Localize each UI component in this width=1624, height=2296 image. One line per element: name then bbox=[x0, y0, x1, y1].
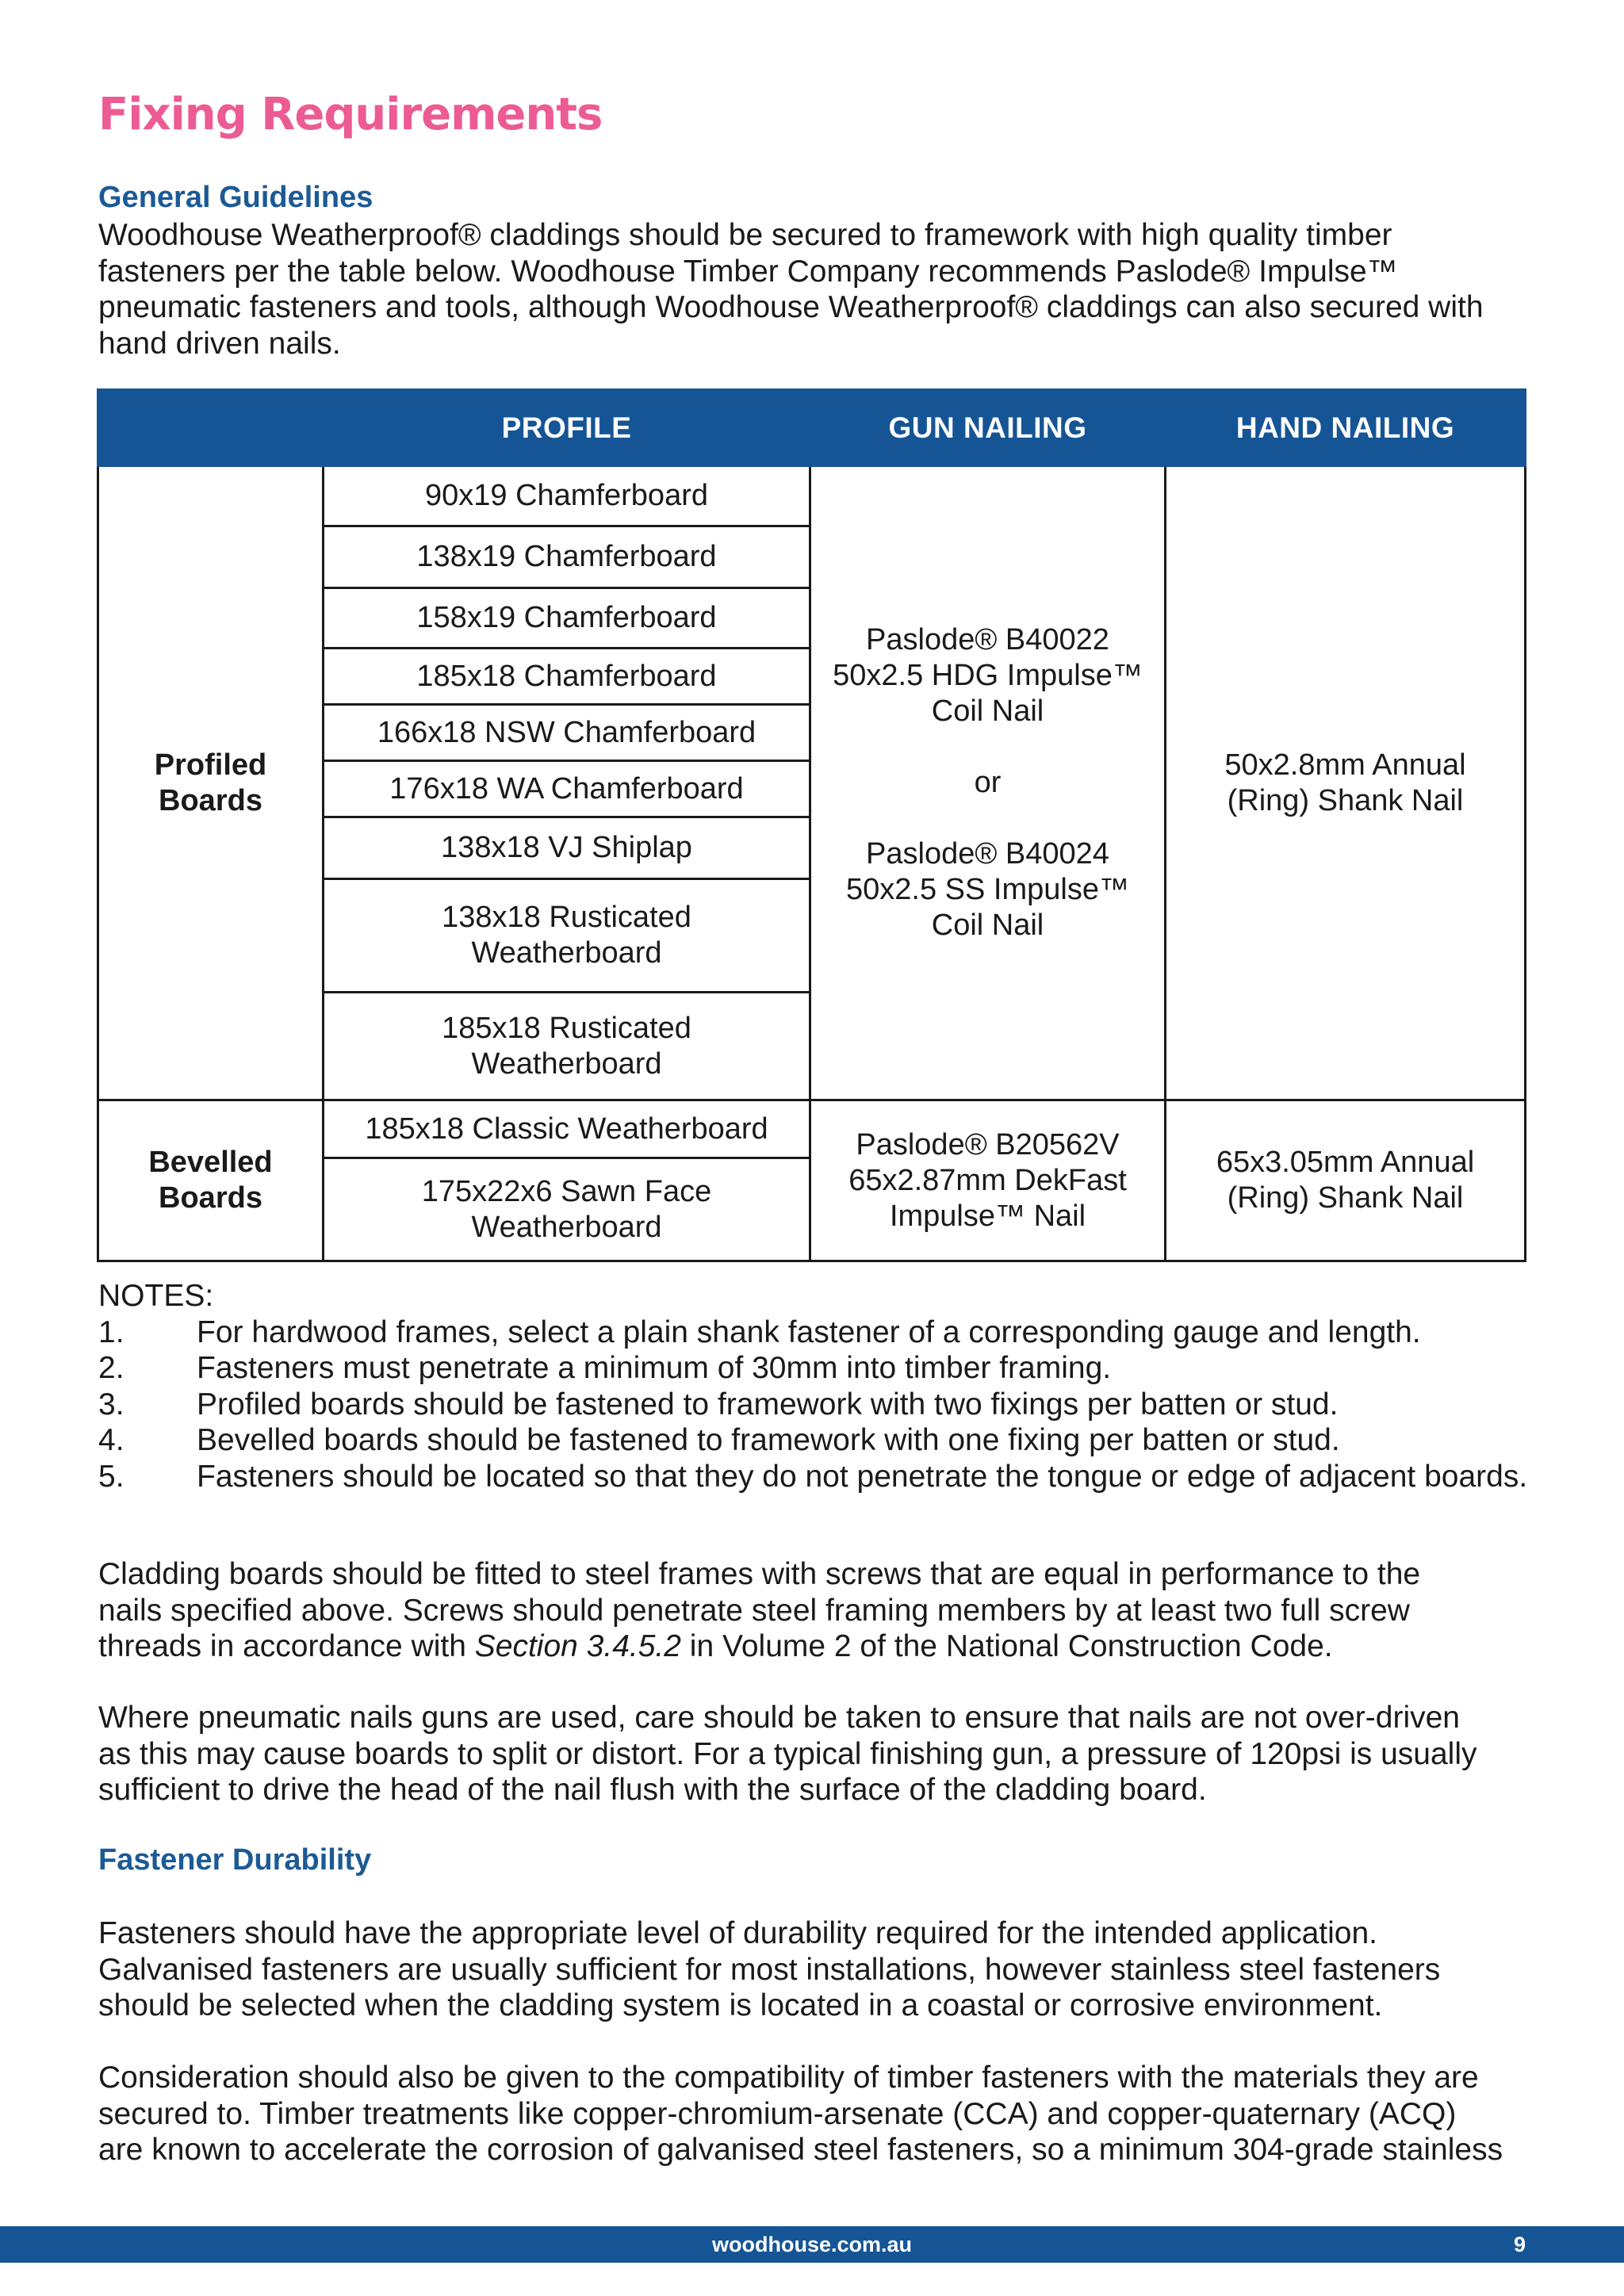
durability-paragraph-1 bbox=[98, 1915, 1534, 2024]
profile-line: 138x18 Rusticated bbox=[442, 901, 691, 934]
pneumatic-line: as this may cause boards to split or distort. For a typical finishing gun, a pressure of 120psi is usually bbox=[98, 1736, 1477, 1771]
header-gun-nailing: GUN NAILING bbox=[810, 390, 1166, 466]
profile-cell: 138x19 Chamferboard bbox=[324, 526, 810, 588]
gun-line: 65x2.87mm DekFast bbox=[848, 1163, 1127, 1197]
profile-line: 185x18 Rusticated bbox=[442, 1011, 691, 1045]
note-number: 5. bbox=[98, 1459, 124, 1494]
general-guidelines-heading: General Guidelines bbox=[98, 181, 373, 214]
pneumatic-line: Where pneumatic nails guns are used, care should be taken to ensure that nails are not over-driven bbox=[98, 1701, 1460, 1735]
notes-list bbox=[98, 1278, 1534, 1494]
steel-text: in Volume 2 of the National Construction Code. bbox=[680, 1629, 1333, 1663]
profile-cell bbox=[324, 879, 810, 993]
durability-line: secured to. Timber treatments like copper-chromium-arsenate (CCA) and copper-quaternary (ACQ) bbox=[98, 2096, 1457, 2131]
gun-line: Coil Nail bbox=[931, 909, 1044, 942]
note-text: Fasteners should be located so that they do not penetrate the tongue or edge of adjacent boards. bbox=[197, 1459, 1528, 1494]
fastener-durability-heading: Fastener Durability bbox=[98, 1843, 372, 1877]
header-profile: PROFILE bbox=[324, 390, 810, 466]
table-header-row bbox=[98, 390, 1526, 466]
gun-line: Paslode® B40022 bbox=[866, 623, 1109, 656]
gun-line-spacer bbox=[822, 801, 1153, 836]
group-bevelled-boards bbox=[98, 1100, 324, 1261]
group-label-line: Boards bbox=[159, 783, 262, 817]
steel-line bbox=[98, 1628, 1534, 1665]
gun-line-spacer bbox=[822, 729, 1153, 765]
intro-line: Woodhouse Weatherproof® claddings should be secured to framework with high quality timber bbox=[98, 218, 1392, 252]
group-profiled-boards bbox=[98, 466, 324, 1100]
steel-frames-paragraph bbox=[98, 1556, 1534, 1665]
gun-line: 50x2.5 HDG Impulse™ bbox=[833, 659, 1143, 692]
gun-nailing-bevelled bbox=[810, 1100, 1166, 1261]
steel-line: nails specified above. Screws should penetrate steel framing members by at least two full screw bbox=[98, 1593, 1410, 1628]
profile-cell: 158x19 Chamferboard bbox=[324, 588, 810, 649]
profile-line: 175x22x6 Sawn Face bbox=[421, 1174, 712, 1208]
note-item bbox=[98, 1350, 1534, 1387]
intro-line: fasteners per the table below. Woodhouse Timber Company recommends Paslode® Impulse™ bbox=[98, 254, 1398, 289]
hand-line: (Ring) Shank Nail bbox=[1227, 1181, 1464, 1215]
profile-line: Weatherboard bbox=[471, 936, 662, 970]
durability-line: should be selected when the cladding system is located in a coastal or corrosive environment. bbox=[98, 1988, 1383, 2022]
note-number: 4. bbox=[98, 1423, 124, 1457]
intro-line: pneumatic fasteners and tools, although Woodhouse Weatherproof® claddings can also secured with bbox=[98, 290, 1484, 324]
profile-cell: 176x18 WA Chamferboard bbox=[324, 761, 810, 817]
gun-line: Coil Nail bbox=[931, 695, 1044, 728]
group-label-line: Bevelled bbox=[148, 1146, 273, 1179]
hand-line: 50x2.8mm Annual bbox=[1224, 748, 1466, 782]
footer-bar bbox=[0, 2226, 1624, 2263]
section-reference: Section 3.4.5.2 bbox=[474, 1629, 681, 1663]
footer-url[interactable]: woodhouse.com.au bbox=[711, 2233, 913, 2256]
durability-line: Galvanised fasteners are usually sufficient for most installations, however stainless steel fasteners bbox=[98, 1952, 1441, 1987]
note-text: Bevelled boards should be fastened to framework with one fixing per batten or stud. bbox=[197, 1423, 1340, 1457]
durability-line: Consideration should also be given to the compatibility of timber fasteners with the materials they are bbox=[98, 2061, 1479, 2095]
table-row bbox=[98, 1100, 1526, 1158]
profile-cell: 166x18 NSW Chamferboard bbox=[324, 705, 810, 761]
gun-line: 50x2.5 SS Impulse™ bbox=[846, 873, 1129, 906]
profile-cell: 138x18 VJ Shiplap bbox=[324, 817, 810, 879]
page-number: 9 bbox=[1513, 2233, 1526, 2256]
note-item bbox=[98, 1314, 1534, 1351]
notes-heading: NOTES: bbox=[98, 1279, 214, 1313]
profile-cell bbox=[324, 993, 810, 1100]
header-group bbox=[98, 390, 324, 466]
note-text: Profiled boards should be fastened to framework with two fixings per batten or stud. bbox=[197, 1387, 1339, 1422]
profile-cell: 185x18 Chamferboard bbox=[324, 649, 810, 705]
gun-line-or: or bbox=[974, 766, 1002, 799]
durability-line: are known to accelerate the corrosion of galvanised steel fasteners, so a minimum 304-grade stainless bbox=[98, 2133, 1503, 2167]
header-hand-nailing: HAND NAILING bbox=[1166, 390, 1526, 466]
durability-paragraph-2 bbox=[98, 2060, 1534, 2168]
note-number: 1. bbox=[98, 1314, 124, 1349]
note-item bbox=[98, 1422, 1534, 1459]
gun-nailing-profiled bbox=[810, 466, 1166, 1100]
table-row bbox=[98, 466, 1526, 526]
group-label-line: Profiled bbox=[154, 748, 267, 782]
fixing-table bbox=[97, 388, 1526, 1262]
profile-cell: 185x18 Classic Weatherboard bbox=[324, 1100, 810, 1158]
gun-line: Paslode® B40024 bbox=[866, 837, 1109, 871]
note-item bbox=[98, 1387, 1534, 1423]
note-number: 2. bbox=[98, 1351, 124, 1385]
profile-line: Weatherboard bbox=[471, 1047, 662, 1081]
hand-line: (Ring) Shank Nail bbox=[1227, 783, 1464, 817]
page-title: Fixing Requirements bbox=[98, 89, 603, 140]
steel-text: threads in accordance with bbox=[98, 1629, 475, 1663]
profile-cell: 90x19 Chamferboard bbox=[324, 466, 810, 526]
durability-line: Fasteners should have the appropriate level of durability required for the intended application. bbox=[98, 1916, 1378, 1950]
pneumatic-line: sufficient to drive the head of the nail flush with the surface of the cladding board. bbox=[98, 1773, 1207, 1807]
note-text: Fasteners must penetrate a minimum of 30mm into timber framing. bbox=[197, 1351, 1112, 1385]
steel-line: Cladding boards should be fitted to steel frames with screws that are equal in performance to the bbox=[98, 1557, 1421, 1591]
hand-line: 65x3.05mm Annual bbox=[1216, 1146, 1475, 1179]
gun-line: Impulse™ Nail bbox=[889, 1199, 1086, 1233]
profile-cell bbox=[324, 1158, 810, 1261]
group-label-line: Boards bbox=[159, 1181, 262, 1215]
profile-line: Weatherboard bbox=[471, 1210, 662, 1244]
note-item bbox=[98, 1459, 1534, 1495]
hand-nailing-bevelled bbox=[1166, 1100, 1526, 1261]
hand-nailing-profiled bbox=[1166, 466, 1526, 1100]
note-text: For hardwood frames, select a plain shank fastener of a corresponding gauge and length. bbox=[197, 1314, 1421, 1349]
gun-line: Paslode® B20562V bbox=[856, 1127, 1120, 1161]
pneumatic-paragraph bbox=[98, 1700, 1534, 1808]
intro-line: hand driven nails. bbox=[98, 326, 341, 361]
note-number: 3. bbox=[98, 1387, 124, 1422]
general-intro-paragraph bbox=[98, 217, 1534, 362]
